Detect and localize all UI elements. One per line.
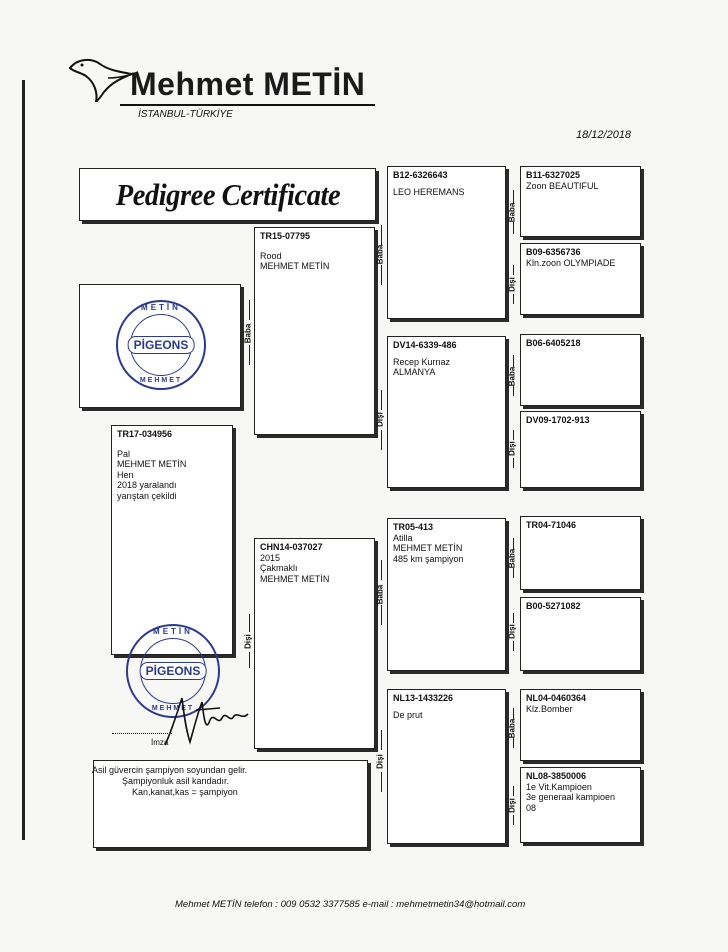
signature-line [112,733,172,734]
pigeon-text [117,429,229,501]
grandparent-box [387,689,506,844]
stamp-bottom-text: MEHMET [139,377,183,384]
baba-label: Baba [507,718,517,739]
dam-line: Çakmaklı [260,563,298,573]
grandparent-id: B12-6326643 [393,170,448,180]
grandparent-text [393,340,502,378]
baba-label: Baba [375,244,385,265]
dam-text [260,542,371,584]
connector-line [513,386,514,396]
disi-label: Dişi [243,634,253,649]
grandparent-box [387,336,506,488]
grandparent-line: ALMANYA [393,367,436,377]
certificate-title-box [79,168,376,221]
disi-label: Dişi [507,798,517,813]
connector-line [381,430,382,450]
baba-label: Baba [243,323,253,344]
dam-line: MEHMET METİN [260,573,330,584]
baba-label: Baba [507,202,517,223]
grandparent-line: LEO HEREMANS [393,186,465,197]
great-grandparent-id: B06-6405218 [526,338,581,348]
grandparent-box [387,518,506,671]
disi-label: Dişi [507,277,517,292]
brand-location: İSTANBUL-TÜRKİYE [138,109,233,120]
great-grandparent-line: Zoon BEAUTIFUL [526,180,599,191]
grandparent-text [393,693,502,720]
dam-id: CHN14-037027 [260,542,323,552]
connector-line [513,458,514,468]
great-grandparent-id: NL04-0460364 [526,693,587,703]
connector-line [513,294,514,304]
pigeon-line: 2018 yaralandı [117,480,177,490]
dam-box [254,538,375,749]
great-grandparent-id: TR04-71046 [526,520,577,530]
grandparent-id: TR05-413 [393,522,434,532]
grandparent-line: De prut [393,709,423,720]
connector-line [513,815,514,825]
connector-line [513,222,514,234]
great-grandparent-box [520,597,641,671]
great-grandparent-box [520,767,641,843]
grandparent-line: Atilla [393,532,413,543]
connector-line [249,345,250,365]
great-grandparent-box [520,516,641,590]
great-grandparent-id: B00-5271082 [526,601,581,611]
brand-name: Mehmet METİN [130,66,366,102]
great-grandparent-line: 1e Vit.Kampioen [526,781,592,792]
note-line: Şampiyonluk asil kandadır. [122,776,230,786]
disi-label: Dişi [507,441,517,456]
grandparent-line: MEHMET METİN [393,543,463,553]
brand-underline [120,104,375,106]
pigeons-stamp-icon [116,300,206,390]
connector-line [381,265,382,285]
great-grandparent-box [520,166,641,237]
note-line: Kan,kanat,kas = şampiyon [132,787,238,797]
connector-line [381,605,382,625]
footer-contact: Mehmet METİN telefon : 009 0532 3377585 e-mail : mehmetmetin34@hotmail.com [175,899,526,910]
page-edge-shadow [22,80,25,840]
connector-line [381,560,382,580]
stamp-top-text: METİN [153,627,193,636]
stamp-center-text: PİGEONS [128,336,195,354]
pigeon-box [111,425,233,655]
dam-line: 2015 [260,552,281,563]
stamp-bottom-text: MEHMET [151,705,195,712]
stamp-box [79,284,241,408]
grandparent-line: 485 km şampiyon [393,553,464,564]
great-grandparent-id: B09-6356736 [526,247,581,257]
great-grandparent-id: DV09-1702-913 [526,415,590,425]
disi-label: Dişi [375,412,385,427]
certificate-date: 18/12/2018 [576,129,632,141]
stamp-center-text: PİGEONS [140,662,207,680]
connector-line [513,641,514,651]
great-grandparent-text [526,520,637,531]
grandparent-text [393,170,502,197]
note-line: Asil güvercin şampiyon soyundan gelir. [92,765,248,775]
grandparent-text [393,522,502,564]
sire-id: TR15-07795 [260,231,311,241]
stamp-top-text: METİN [141,303,181,312]
disi-label: Dişi [375,754,385,769]
pigeon-line: Hen [117,469,134,480]
baba-label: Baba [507,366,517,387]
great-grandparent-line: Klz.Bomber [526,703,573,714]
great-grandparent-box [520,243,641,315]
great-grandparent-id: B11-6327025 [526,170,581,180]
connector-line [513,568,514,578]
sire-text [260,231,371,272]
connector-line [249,652,250,668]
great-grandparent-box [520,411,641,488]
note-box [93,760,368,848]
pigeon-line: yarıştan çekildi [117,490,177,501]
handwritten-signature-icon [160,690,250,750]
pigeon-line: MEHMET METİN [117,459,187,469]
pigeon-id: TR17-034956 [117,429,173,439]
great-grandparent-line: 08 [526,802,537,813]
baba-label: Baba [507,548,517,569]
great-grandparent-line: 3e generaal kampioen [526,792,616,802]
great-grandparent-text [526,771,637,813]
great-grandparent-text [526,247,637,268]
great-grandparent-text [526,415,637,426]
great-grandparent-text [526,601,637,612]
disi-label: Dişi [507,624,517,639]
certificate-title: Pedigree Certificate [115,176,340,212]
great-grandparent-text [526,693,637,714]
grandparent-box [387,166,506,319]
connector-line [513,738,514,748]
sire-line: Rood [260,250,282,261]
grandparent-line: Recep Kurnaz [393,356,451,367]
grandparent-id: DV14-6339-486 [393,340,457,350]
connector-line [249,300,250,320]
connector-line [381,772,382,792]
sire-box [254,227,375,435]
pigeon-line: Pal [117,448,131,459]
great-grandparent-box [520,334,641,406]
great-grandparent-id: NL08-3850006 [526,771,587,781]
baba-label: Baba [375,584,385,605]
great-grandparent-text [526,170,637,191]
grandparent-id: NL13-1433226 [393,693,454,703]
great-grandparent-line: Kln.zoon OLYMPIADE [526,257,616,268]
great-grandparent-box [520,689,641,761]
sire-line: MEHMET METİN [260,261,330,271]
signature-label: İmza [151,738,169,747]
great-grandparent-text [526,338,637,349]
